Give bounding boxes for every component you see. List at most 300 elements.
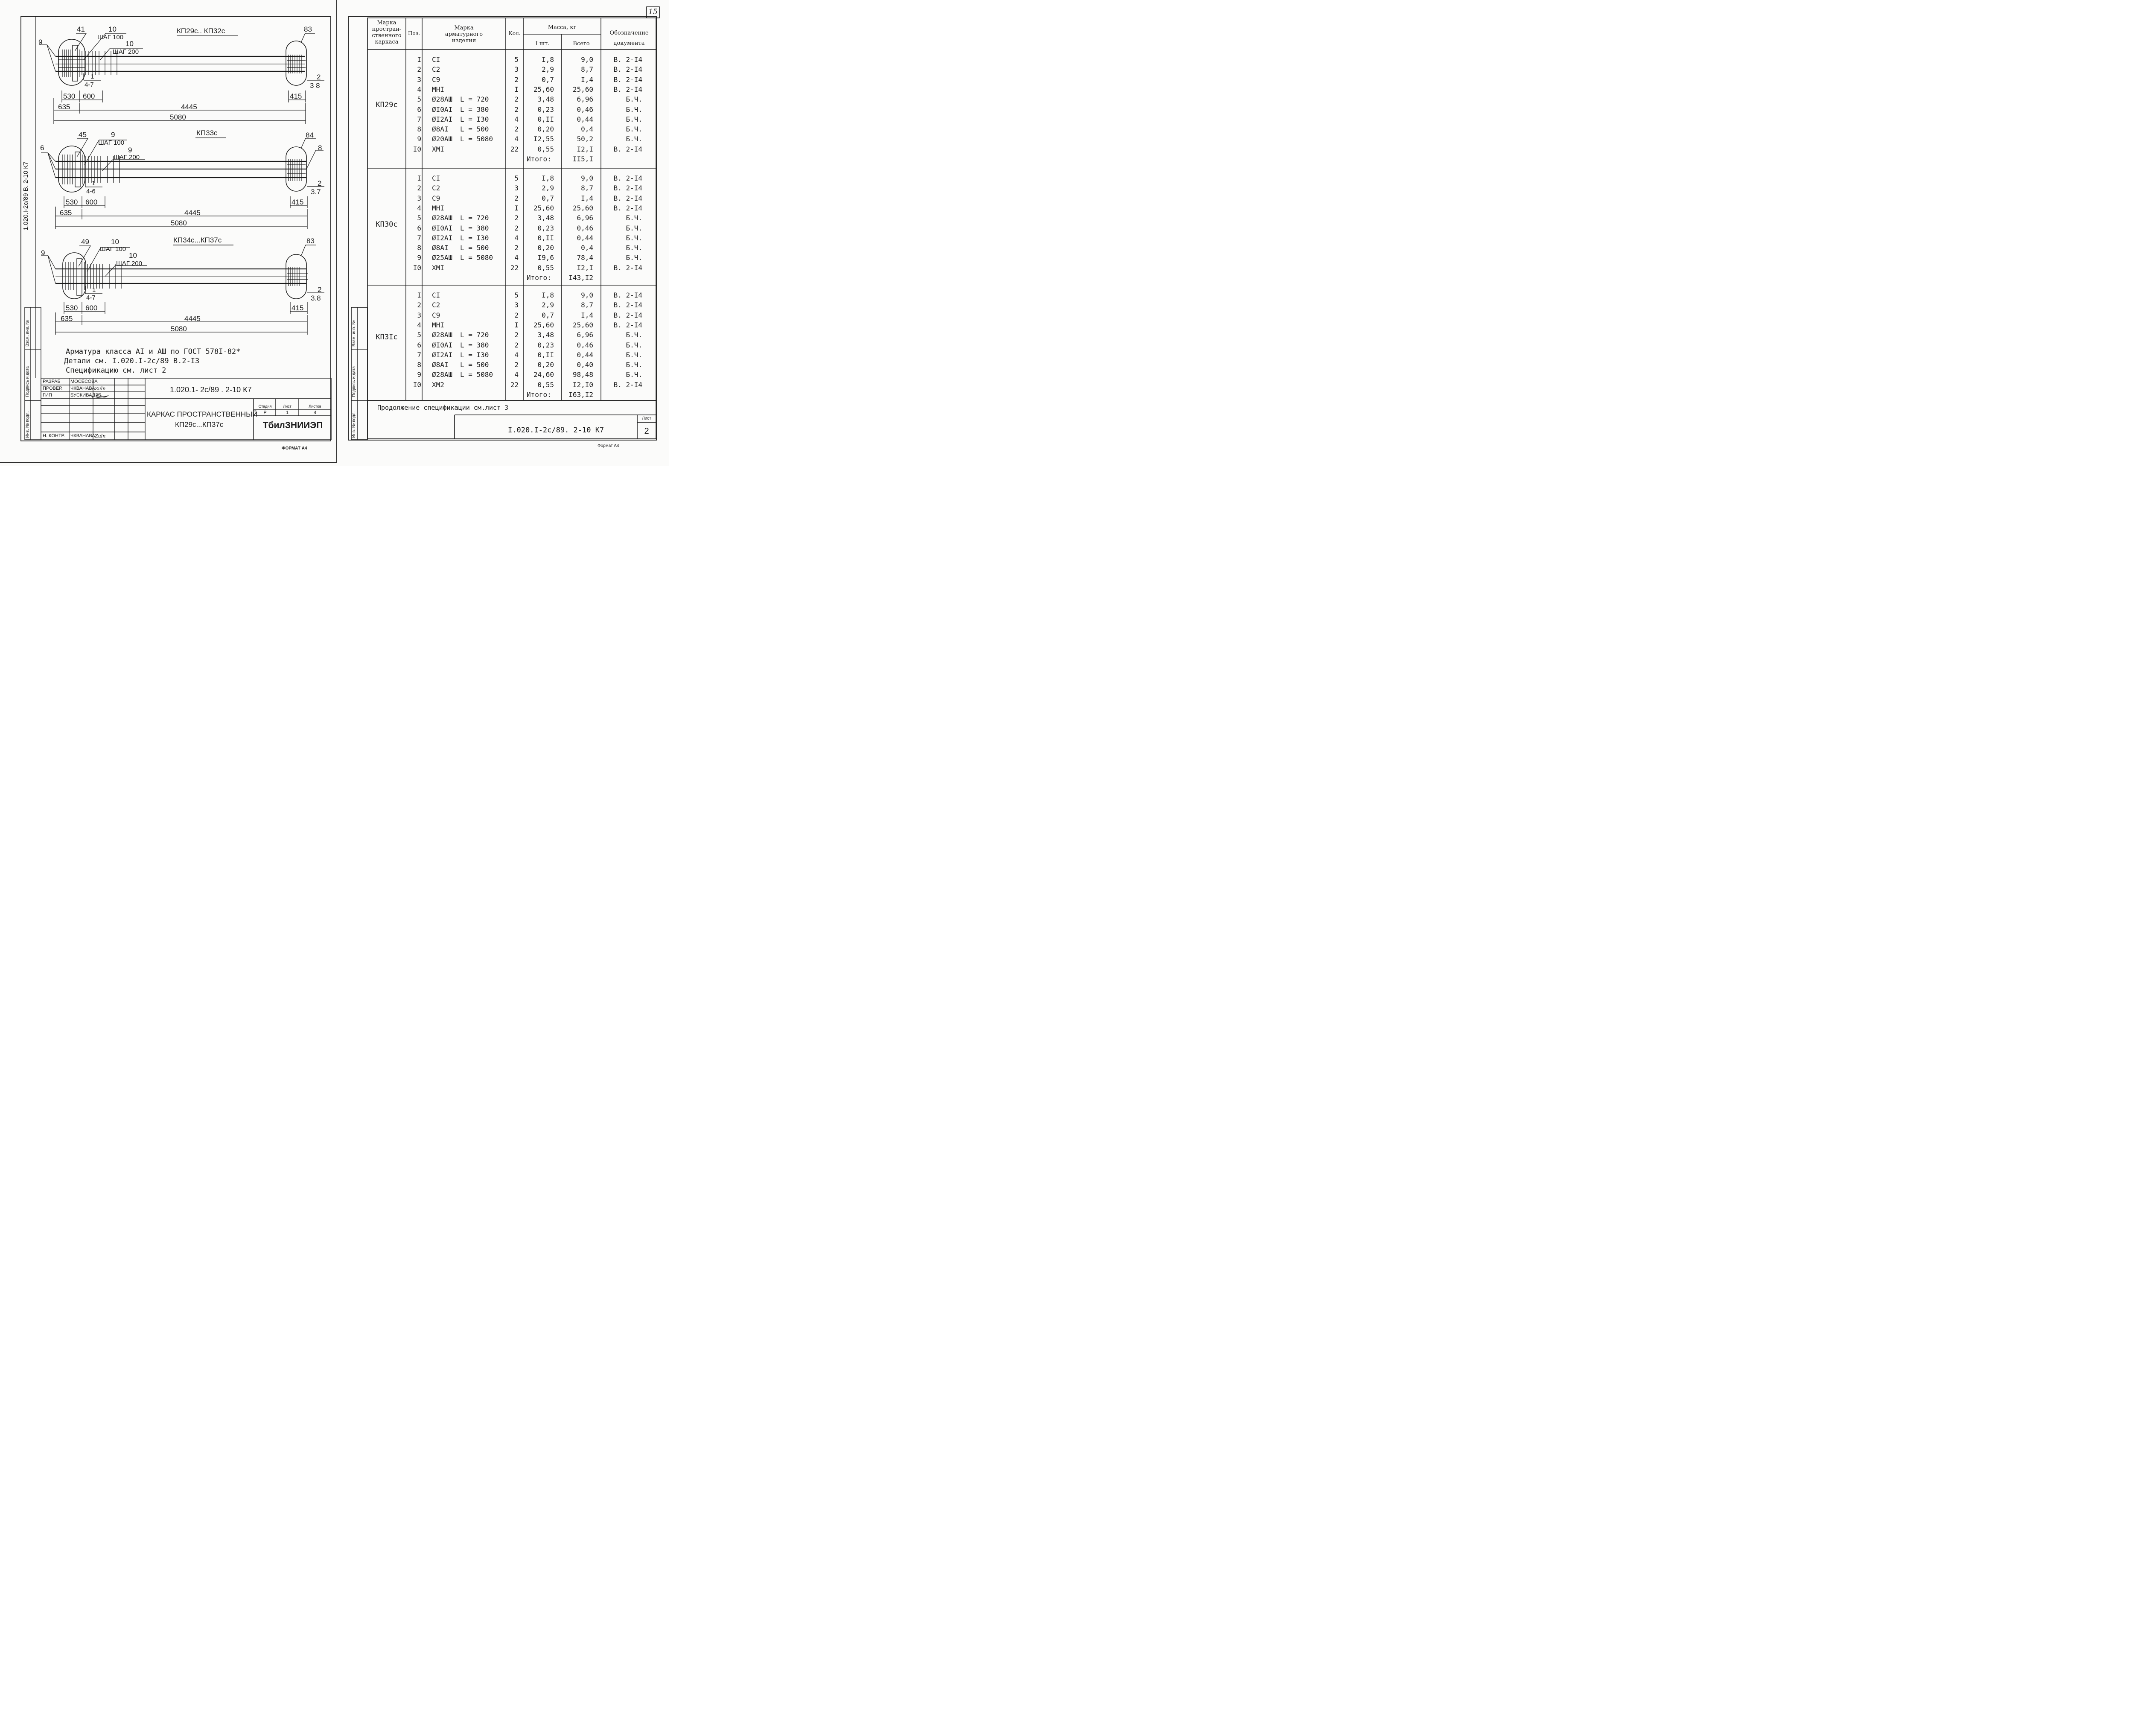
cell-pos: 5 [417,331,421,339]
cell-qty: 22 [510,145,519,153]
cell-mass-total: 0,46 [577,105,593,114]
drawing-2-dim: 4445 [184,209,201,217]
cell-document: Б.Ч. [626,125,642,133]
cell-document: Б.Ч. [626,331,642,339]
cell-length: L = 380 [460,105,489,114]
cell-mass-one: 0,II [537,234,554,242]
group-frame-label: КП3Iс [376,333,398,341]
group-frame-label: КП29с [376,101,398,109]
cell-document: В. 2-I4 [613,301,642,309]
cell-qty: 2 [514,361,519,369]
cell-length: L = 380 [460,341,489,349]
cell-pos: 6 [417,224,421,232]
cell-mass-one: I,8 [542,174,554,182]
hdr-mass-total: Всего [573,41,590,47]
cell-item-mark: С9 [432,194,440,202]
cell-mass-total: 9,0 [581,291,593,299]
cell-mass-total: I2,I [577,264,593,272]
hdr-qty: Кол. [508,30,521,36]
cell-qty: 4 [514,115,519,123]
cell-document: Б.Ч. [626,95,642,103]
drawing-1-callout: 83 [304,25,312,33]
cell-item-mark: ХМI [432,145,444,153]
hdr-item-mark: Марка арматурного изделия [445,25,483,44]
margin-code: 1.020.I-2c/89 В. 2-10 К7 [22,161,29,230]
drawing-1-callout: 3 8 [310,82,320,90]
drawing-1-step-label: ШАГ 100 [97,34,124,41]
cell-qty: 5 [514,291,519,299]
tb-document-code: 1.020.1- 2с/89 . 2-10 К7 [170,385,252,394]
cell-length: L = 380 [460,224,489,232]
cell-qty: 4 [514,234,519,242]
tb-name-line1: КАРКАС ПРОСТРАНСТВЕННЫЙ [147,410,258,418]
cell-total-value: II5,I [572,155,593,163]
cell-mass-total: 6,96 [577,95,593,103]
cell-length: L = 720 [460,214,489,222]
cell-pos: I [417,174,421,182]
cell-item-mark: ХМ2 [432,381,444,389]
cell-mass-one: 25,60 [533,85,554,93]
cell-document: Б.Ч. [626,234,642,242]
cell-mass-one: 2,9 [542,65,554,73]
stamp-replacement-inv: Взам. инв. № [352,320,356,347]
cell-pos: I0 [413,145,421,153]
cell-item-mark: СI [432,291,440,299]
drawing-3-dim: 4445 [184,315,201,323]
drawing-2-callout: 9 [111,131,115,139]
tb-signature: Zuln [95,433,106,439]
cell-pos: 4 [417,321,421,329]
cell-length: L = I30 [460,115,489,123]
cell-mass-one: 2,9 [542,184,554,192]
hdr-mass: Масса, кг [548,24,577,31]
cell-document: В. 2-I4 [613,174,642,182]
tb-name: ЧКВАНАВА [70,386,95,391]
note-line: Спецификацию см. лист 2 [66,366,166,375]
drawing-3-callout: 83 [306,237,315,245]
drawing-1-dim: 600 [83,92,95,100]
cell-pos: 9 [417,135,421,143]
cell-item-mark: Ø28АШ [432,331,453,339]
cell-document: В. 2-I4 [613,204,642,212]
cell-pos: 2 [417,65,421,73]
drawing-1-dim: 5080 [170,113,186,121]
drawing-1-title: КП29с.. КП32с [177,27,225,35]
cell-qty: 2 [514,341,519,349]
cell-qty: I [514,204,519,212]
drawing-1-callout: 41 [77,25,85,33]
cell-mass-total: I,4 [581,194,593,202]
cell-length: L = 5080 [460,135,493,143]
cell-mass-one: 0,7 [542,194,554,202]
drawing-2-step-label: ШАГ 200 [114,154,140,161]
cell-mass-one: 0,7 [542,311,554,319]
drawing-3-callout: 9 [41,249,45,257]
cell-document: Б.Ч. [626,135,642,143]
cell-item-mark: С2 [432,184,440,192]
drawing-1-callout: 1 [90,73,94,80]
cell-item-mark: Ø20АШ [432,135,453,143]
cell-mass-total: 9,0 [581,174,593,182]
drawing-3-callout: 2 [318,286,322,294]
drawing-3-dim: 415 [292,304,304,312]
cell-document: Б.Ч. [626,371,642,379]
cell-item-mark: МНI [432,85,444,93]
cell-total-label: Итого: [527,391,551,399]
drawing-2-callout: 3.7 [311,188,321,196]
drawing-2-range: 4-6 [86,188,96,195]
cell-mass-total: 0,4 [581,125,593,133]
cell-pos: 5 [417,214,421,222]
cell-pos: I0 [413,381,421,389]
cell-mass-one: 0,20 [537,361,554,369]
cell-document: В. 2-I4 [613,194,642,202]
cell-document: Б.Ч. [626,244,642,252]
tb-sheet: 1 [286,410,289,415]
cell-mass-one: I2,55 [533,135,554,143]
cell-document: В. 2-I4 [613,381,642,389]
cell-mass-total: I,4 [581,311,593,319]
hdr-mass-one: I шт. [535,41,550,47]
continuation-note: Продолжение спецификации см.лист 3 [377,404,509,411]
cell-item-mark: Ø8АI [432,244,449,252]
cell-document: Б.Ч. [626,254,642,262]
cell-pos: 3 [417,76,421,84]
cell-item-mark: СI [432,174,440,182]
cell-qty: 22 [510,264,519,272]
drawing-3-dim: 530 [66,304,78,312]
drawing-3-dim: 600 [85,304,98,312]
cell-qty: 4 [514,135,519,143]
cell-mass-one: 3,48 [537,331,554,339]
cell-pos: 4 [417,85,421,93]
drawing-2-title: КП33с [196,129,218,137]
drawing-1-dim: 635 [58,103,70,111]
tb-signature: Zuln [95,386,106,391]
cell-document: Б.Ч. [626,361,642,369]
cell-item-mark: МНI [432,204,444,212]
cell-pos: I [417,55,421,64]
cell-item-mark: ØI0АI [432,341,453,349]
drawing-3-step-label: ШАГ 100 [100,245,126,253]
cell-mass-one: I,8 [542,291,554,299]
cell-item-mark: МНI [432,321,444,329]
cell-qty: 2 [514,194,519,202]
cell-mass-total: 8,7 [581,65,593,73]
cell-mass-total: 0,44 [577,351,593,359]
cell-document: Б.Ч. [626,115,642,123]
drawing-1-callout: 9 [38,38,43,46]
cell-mass-one: 0,23 [537,105,554,114]
cell-item-mark: Ø8АI [432,125,449,133]
cell-document: В. 2-I4 [613,65,642,73]
cell-mass-one: 3,48 [537,95,554,103]
cell-mass-one: 0,20 [537,125,554,133]
cell-mass-one: 3,48 [537,214,554,222]
cell-mass-one: 0,20 [537,244,554,252]
tb-role: Н. КОНТР. [43,433,65,438]
cell-document: В. 2-I4 [613,311,642,319]
cell-document: Б.Ч. [626,341,642,349]
cell-mass-total: 0,46 [577,341,593,349]
cell-length: L = I30 [460,351,489,359]
drawing-2-callout: 1 [92,180,96,187]
cell-mass-total: 25,60 [572,321,593,329]
cell-item-mark: С9 [432,76,440,84]
footer-sheet-label: Лист [642,416,651,421]
drawing-1-callout: 10 [125,40,134,48]
tb-role: РАЗРАБ [43,379,61,384]
cell-mass-one: 25,60 [533,204,554,212]
tb-sheets-label: Листов [309,404,321,408]
cell-qty: 2 [514,95,519,103]
cell-mass-total: 8,7 [581,301,593,309]
drawing-3-callout: 1 [92,286,96,294]
drawing-3-step-label: ШАГ 200 [116,260,143,267]
tb-organization: ТбилЗНИИЭП [262,420,323,430]
cell-document: Б.Ч. [626,351,642,359]
drawing-2-callout: 8 [318,144,322,152]
cell-mass-total: I2,I [577,145,593,153]
cell-item-mark: С2 [432,65,440,73]
cell-pos: 6 [417,341,421,349]
cell-item-mark: Ø28АШ [432,371,453,379]
cell-mass-total: 6,96 [577,214,593,222]
cell-mass-one: 2,9 [542,301,554,309]
cell-qty: I [514,85,519,93]
cell-qty: 2 [514,331,519,339]
cell-mass-total: 0,44 [577,115,593,123]
cell-qty: 3 [514,65,519,73]
drawing-3-callout: 3.8 [311,294,321,302]
tb-name: МОСЕСОВА [70,379,98,384]
drawing-2-callout: 6 [40,144,44,152]
cell-mass-one: 0,55 [537,145,554,153]
cell-mass-total: 25,60 [572,204,593,212]
cell-qty: I [514,321,519,329]
cell-qty: 4 [514,351,519,359]
left-format-label: ФОРМАТ А4 [282,446,307,451]
cell-document: В. 2-I4 [613,55,642,64]
cell-pos: 2 [417,301,421,309]
drawing-2-step-label: ШАГ 100 [98,139,125,146]
cell-item-mark: ØI0АI [432,224,453,232]
cell-mass-total: 0,44 [577,234,593,242]
drawing-1-step-label: ШАГ 200 [113,48,139,55]
cell-mass-one: 25,60 [533,321,554,329]
cell-qty: 2 [514,244,519,252]
right-format-label: Формат А4 [598,443,619,448]
drawing-3-callout: 10 [111,238,119,246]
cell-mass-total: 98,48 [572,371,593,379]
cell-mass-total: 50,2 [577,135,593,143]
cell-length: L = 5080 [460,254,493,262]
cell-pos: 7 [417,351,421,359]
cell-item-mark: С2 [432,301,440,309]
cell-item-mark: Ø28АШ [432,214,453,222]
stamp-replacement-inv: Взам. инв. № [25,320,30,347]
stamp-signature-date: Подпись и дата [352,366,356,397]
cell-mass-total: 8,7 [581,184,593,192]
cell-mass-total: 6,96 [577,331,593,339]
cell-pos: 3 [417,311,421,319]
drawing-3-dim: 5080 [171,325,187,333]
cell-pos: 5 [417,95,421,103]
cell-document: В. 2-I4 [613,264,642,272]
cell-mass-one: 24,60 [533,371,554,379]
cell-pos: 8 [417,244,421,252]
cell-document: В. 2-I4 [613,76,642,84]
cell-item-mark: ХМI [432,264,444,272]
cell-mass-total: 0,46 [577,224,593,232]
drawing-2-dim: 5080 [171,219,187,227]
cell-total-value: I63,I2 [568,391,593,399]
cell-document: В. 2-I4 [613,85,642,93]
tb-role: ГИП [43,393,52,398]
tb-name: БУСКИВАДЗЕ [70,393,102,398]
cell-qty: 5 [514,55,519,64]
drawing-2-callout: 45 [79,131,87,139]
page-number: 15 [648,8,658,16]
tb-sheet-label: Лист [283,404,292,408]
drawing-1-callout: 2 [317,73,321,81]
tb-name: ЧКВАНАВА [70,433,95,438]
cell-length: L = 720 [460,95,489,103]
cell-length: L = 720 [460,331,489,339]
footer-document-code: I.020.I-2с/89. 2-10 К7 [508,426,604,435]
drawing-1-range: 4-7 [85,81,94,88]
cell-qty: 4 [514,254,519,262]
drawing-3-title: КП34с...КП37с [173,236,222,244]
drawing-sheet-spread [0,0,669,466]
cell-qty: 2 [514,224,519,232]
cell-qty: 4 [514,371,519,379]
drawing-3-callout: 49 [81,238,89,246]
cell-item-mark: ØI2АI [432,351,453,359]
hdr-pos: Поз. [408,30,420,36]
cell-item-mark: ØI2АI [432,234,453,242]
stamp-inv-no: Инв. № подл. [352,411,356,438]
cell-pos: 2 [417,184,421,192]
cell-mass-one: I,8 [542,55,554,64]
cell-mass-total: 0,40 [577,361,593,369]
cell-document: Б.Ч. [626,224,642,232]
cell-item-mark: Ø8АI [432,361,449,369]
hdr-frame-mark: Марка простран-ственного каркаса [372,20,402,45]
cell-pos: 4 [417,204,421,212]
cell-mass-total: 25,60 [572,85,593,93]
cell-document: Б.Ч. [626,105,642,114]
tb-role: ПРОВЕР. [43,386,63,391]
drawing-2-dim: 635 [60,209,72,217]
drawing-2-dim: 415 [292,198,304,206]
drawing-2-dim: 600 [85,198,98,206]
cell-qty: 3 [514,184,519,192]
cell-item-mark: СI [432,55,440,64]
cell-mass-one: 0,55 [537,381,554,389]
cell-item-mark: ØI2АI [432,115,453,123]
cell-pos: 9 [417,254,421,262]
stamp-signature-date: Подпись и дата [25,366,30,397]
drawing-3-callout: 10 [129,251,137,260]
cell-qty: 5 [514,174,519,182]
cell-mass-total: 78,4 [577,254,593,262]
cell-mass-total: I,4 [581,76,593,84]
cell-document: В. 2-I4 [613,321,642,329]
cell-mass-total: I2,I0 [572,381,593,389]
cell-mass-one: 0,23 [537,341,554,349]
cell-qty: 2 [514,125,519,133]
cell-length: L = I30 [460,234,489,242]
cell-document: В. 2-I4 [613,184,642,192]
cell-mass-one: 0,7 [542,76,554,84]
cell-length: L = 5080 [460,371,493,379]
cell-pos: 9 [417,371,421,379]
cell-pos: 6 [417,105,421,114]
cell-item-mark: Ø25АШ [432,254,453,262]
cell-length: L = 500 [460,361,489,369]
cell-qty: 22 [510,381,519,389]
cell-mass-total: 9,0 [581,55,593,64]
cell-item-mark: С9 [432,311,440,319]
cell-qty: 3 [514,301,519,309]
cell-qty: 2 [514,214,519,222]
drawing-2-callout: 84 [306,131,314,139]
cell-item-mark: Ø28АШ [432,95,453,103]
drawing-1-dim: 530 [63,92,76,100]
cell-total-label: Итого: [527,155,551,163]
stamp-inv-no: Инв. № подл. [25,411,30,438]
drawing-3-range: 4-7 [86,294,96,301]
drawing-1-dim: 4445 [181,103,197,111]
drawing-2-callout: 9 [128,146,132,154]
cell-document: В. 2-I4 [613,291,642,299]
drawing-1-dim: 415 [290,92,302,100]
drawing-2-callout: 2 [318,179,322,187]
cell-pos: I [417,291,421,299]
cell-qty: 2 [514,311,519,319]
group-frame-label: КП30с [376,220,398,229]
cell-mass-one: 0,23 [537,224,554,232]
cell-length: L = 500 [460,244,489,252]
cell-pos: 7 [417,115,421,123]
cell-qty: 2 [514,105,519,114]
cell-mass-one: I9,6 [537,254,554,262]
tb-sheets: 4 [313,410,317,415]
tb-name-line2: КП29с...КП37с [175,420,224,429]
cell-mass-one: 0,55 [537,264,554,272]
cell-total-value: I43,I2 [568,274,593,282]
cell-document: В. 2-I4 [613,145,642,153]
drawing-3-dim: 635 [61,315,73,323]
cell-pos: 7 [417,234,421,242]
cell-mass-one: 0,II [537,115,554,123]
cell-pos: 3 [417,194,421,202]
drawing-1-callout: 10 [108,25,117,33]
cell-mass-one: 0,II [537,351,554,359]
cell-item-mark: ØI0АI [432,105,453,114]
note-line: Арматура класса АI и АШ по ГОСТ 578I-82* [66,347,241,356]
cell-pos: 8 [417,361,421,369]
hdr-document: Обозначение документа [609,30,649,47]
cell-length: L = 500 [460,125,489,133]
cell-document: Б.Ч. [626,214,642,222]
cell-pos: I0 [413,264,421,272]
cell-qty: 2 [514,76,519,84]
footer-sheet-number: 2 [644,426,649,436]
cell-pos: 8 [417,125,421,133]
cell-total-label: Итого: [527,274,551,282]
